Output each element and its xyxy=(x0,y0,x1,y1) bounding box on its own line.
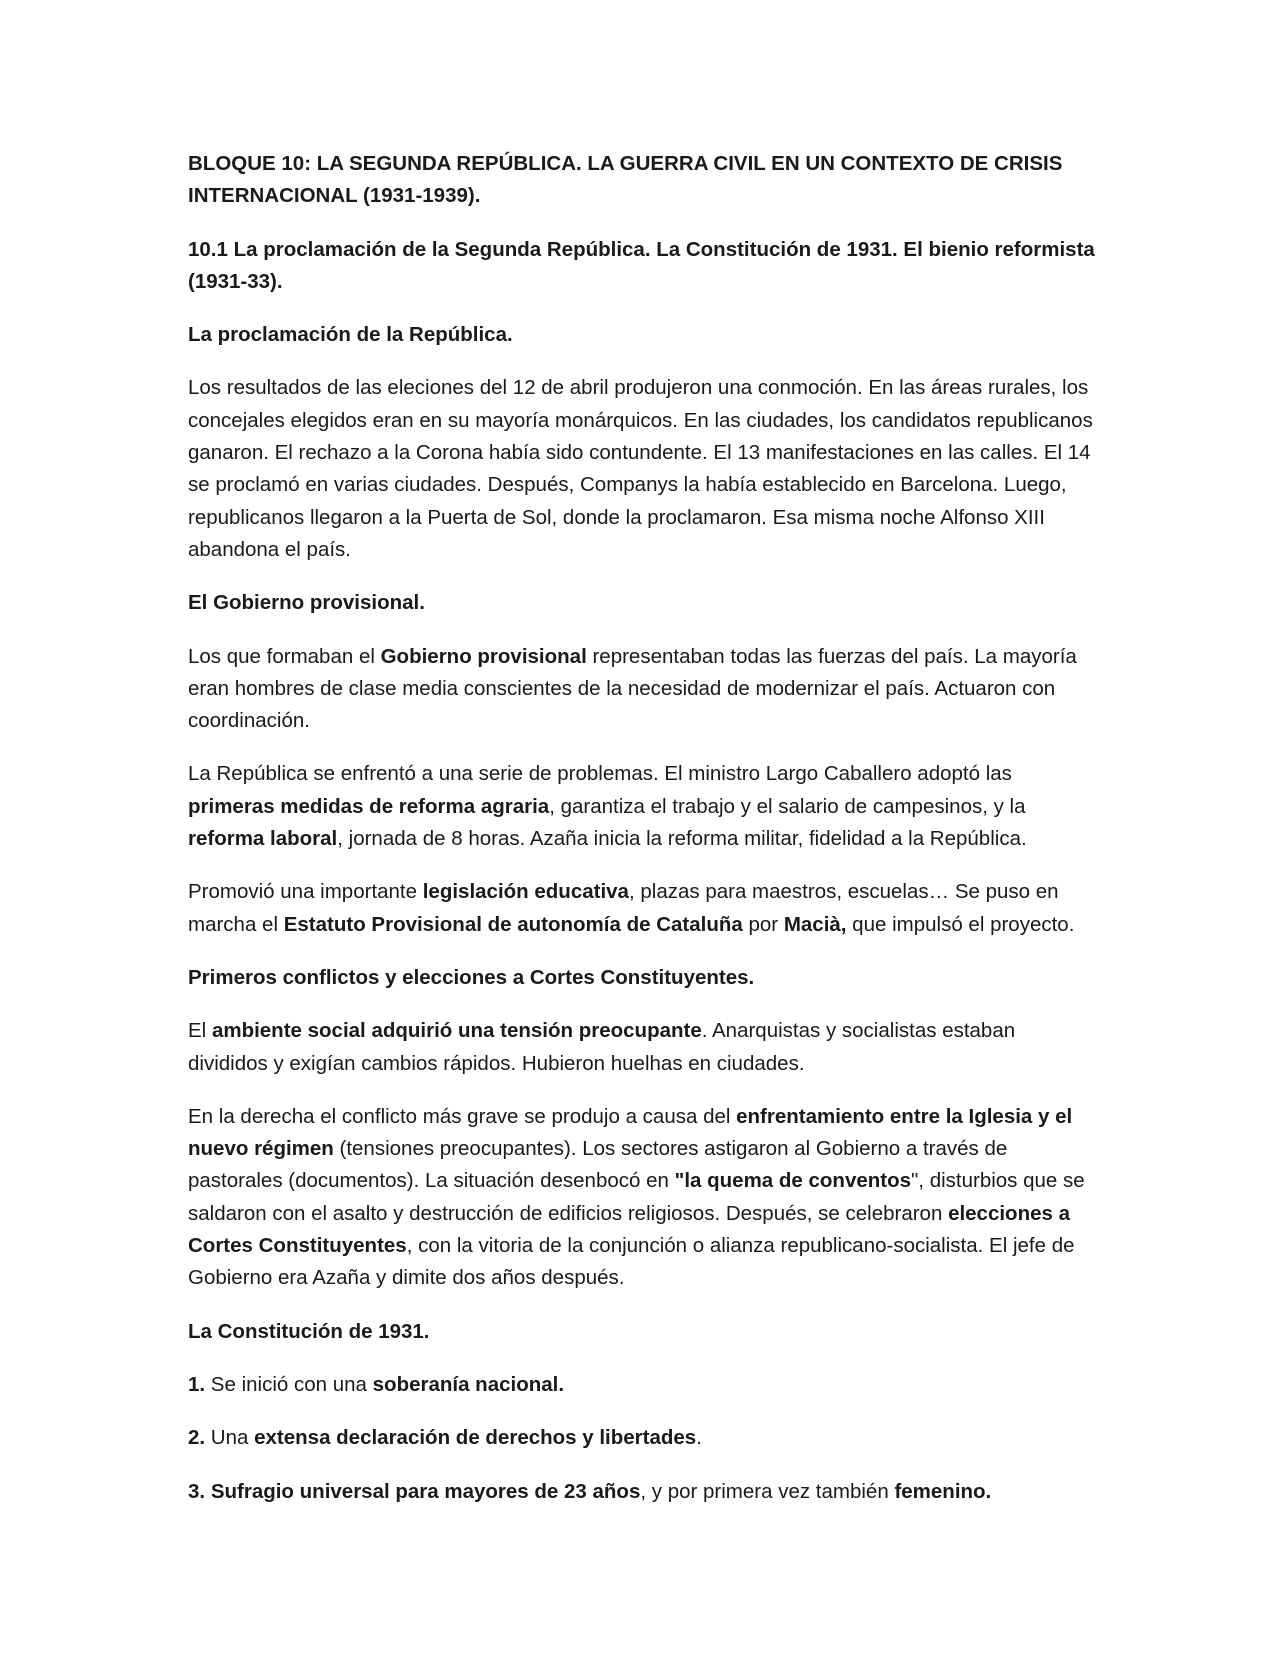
paragraph-government-1: Los que formaban el Gobierno provisional representaban todas las fuerzas del país. La mayoría eran hombres de clase media conscientes de la necesidad de modernizar el país. Actuaron con coordinación. xyxy=(188,644,1077,733)
heading-government: El Gobierno provisional. xyxy=(188,591,425,615)
heading-conflicts: Primeros conflictos y elecciones a Cortes Constituyentes. xyxy=(188,965,755,989)
block-title: BLOQUE 10: LA SEGUNDA REPÚBLICA. LA GUERRA CIVIL EN UN CONTEXTO DE CRISIS INTERNACIONAL (1931-1939). xyxy=(188,152,1063,208)
list-item: 3. Sufragio universal para mayores de 23 años, y por primera vez también femenino. xyxy=(188,1479,992,1503)
list-item: 1. Se inició con una soberanía nacional. xyxy=(188,1372,565,1396)
list-item: 2. Una extensa declaración de derechos y libertades. xyxy=(188,1426,702,1450)
section-title: 10.1 La proclamación de la Segunda República. La Constitución de 1931. El bienio reformista (1931-33). xyxy=(188,237,1095,293)
document-page xyxy=(188,148,1100,1529)
heading-proclamation: La proclamación de la República. xyxy=(188,323,513,347)
paragraph-government-2: La República se enfrentó a una serie de problemas. El ministro Largo Caballero adoptó las primeras medidas de reforma agraria, garantiza el trabajo y el salario de campesinos, y la reforma laboral, jornada de 8 horas. Azaña inicia la reforma militar, fidelidad a la República. xyxy=(188,762,1027,851)
paragraph-conflicts-1: El ambiente social adquirió una tensión preocupante. Anarquistas y socialistas estaban divididos y exigían cambios rápidos. Hubieron huelhas en ciudades. xyxy=(188,1019,1016,1075)
heading-constitution: La Constitución de 1931. xyxy=(188,1319,430,1343)
paragraph-proclamation: Los resultados de las eleciones del 12 de abril produjeron una conmoción. En las áreas rurales, los concejales elegidos eran en su mayoría monárquicos. En las ciudades, los candidatos republicanos ganaron. El rechazo a la Corona había sido contundente. El 13 manifestaciones en las calles. El 14 se proclamó en varias ciudades. Después, Companys la había establecido en Barcelona. Luego, republicanos llegaron a la Puerta de Sol, donde la proclamaron. Esa misma noche Alfonso XIII abandona el país. xyxy=(188,376,1093,561)
paragraph-conflicts-2: En la derecha el conflicto más grave se produjo a causa del enfrentamiento entre la Iglesia y el nuevo régimen (tensiones preocupantes). Los sectores astigaron al Gobierno a través de pastorales (documentos). La situación desenbocó en "la quema de conventos", disturbios que se saldaron con el asalto y destrucción de edificios religiosos. Después, se celebraron elecciones a Cortes Constituyentes, con la vitoria de la conjunción o alianza republicano-socialista. El jefe de Gobierno era Azaña y dimite dos años después. xyxy=(188,1104,1085,1290)
paragraph-government-3: Promovió una importante legislación educativa, plazas para maestros, escuelas… Se puso en marcha el Estatuto Provisional de autonomía de Cataluña por Macià, que impulsó el proyecto. xyxy=(188,880,1075,936)
